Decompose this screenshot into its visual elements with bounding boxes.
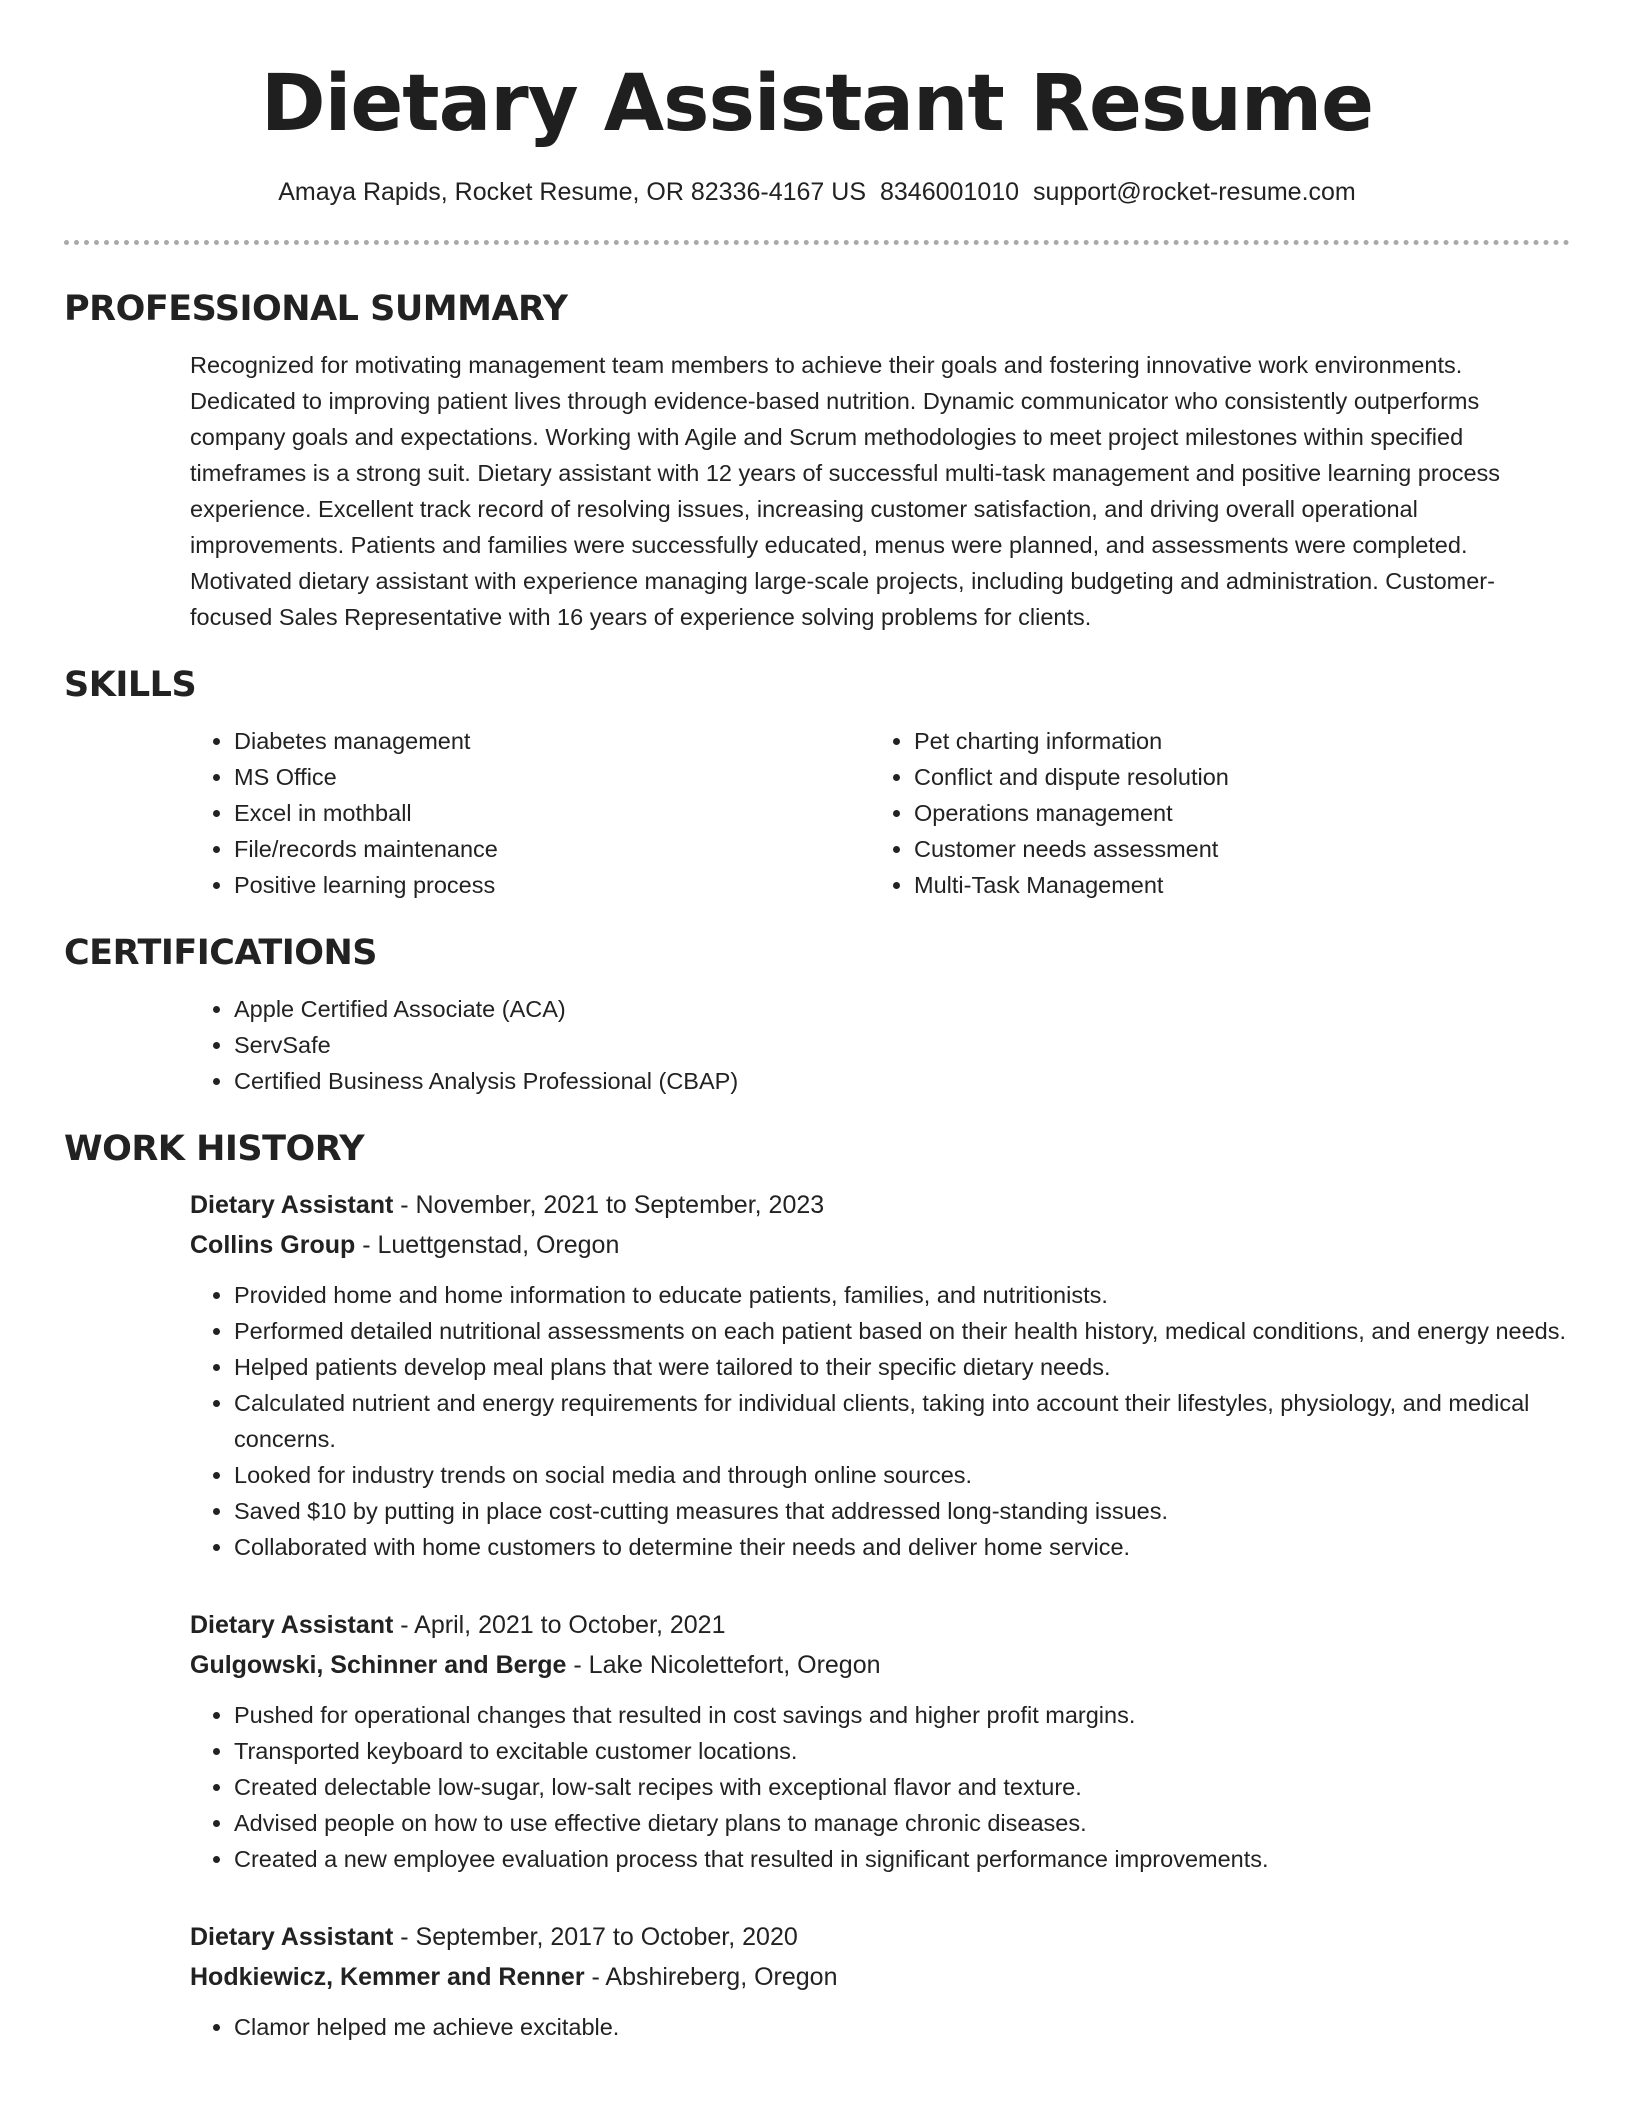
resume-page: [64, 0, 1570, 2085]
job-duty: • Created delectable low-sugar, low-salt recipes with exceptional flavor and texture.: [234, 1769, 1570, 1805]
job-title: Dietary Assistant: [190, 1923, 394, 1951]
job-duty: • Created a new employee evaluation process that resulted in significant performance improvements.: [234, 1841, 1570, 1877]
certification-item: • ServSafe: [234, 1027, 1570, 1063]
skill-item: • Pet charting information: [914, 723, 1570, 759]
job-duties: [190, 2009, 1570, 2045]
job-duty: • Pushed for operational changes that resulted in cost savings and higher profit margins.: [234, 1697, 1570, 1733]
job-title-line: [190, 1185, 1570, 1225]
certifications-heading: CERTIFICATIONS: [64, 933, 378, 973]
certifications-list: [190, 991, 1570, 1099]
certification-item: • Certified Business Analysis Professional (CBAP): [234, 1063, 1570, 1099]
skills-section: [64, 665, 1570, 903]
job-duty: • Helped patients develop meal plans that were tailored to their specific dietary needs.: [234, 1349, 1570, 1385]
job-title: Dietary Assistant: [190, 1611, 394, 1639]
contact-address: Amaya Rapids, Rocket Resume, OR 82336-4167 US: [278, 178, 866, 206]
job-entry: [190, 1917, 1570, 2045]
skills-list-right: [870, 723, 1570, 903]
job-location: - Abshireberg, Oregon: [584, 1963, 838, 1991]
job-duty: • Advised people on how to use effective dietary plans to manage chronic diseases.: [234, 1805, 1570, 1841]
job-dates: - November, 2021 to September, 2023: [393, 1191, 825, 1219]
job-duty: • Transported keyboard to excitable customer locations.: [234, 1733, 1570, 1769]
job-duty: • Provided home and home information to educate patients, families, and nutritionists.: [234, 1277, 1570, 1313]
contact-email: support@rocket-resume.com: [1033, 178, 1356, 206]
job-duty: • Calculated nutrient and energy requirements for individual clients, taking into account their lifestyles, physiology, and medical concerns.: [234, 1385, 1570, 1457]
job-duty: • Clamor helped me achieve excitable.: [234, 2009, 1570, 2045]
header-divider: [64, 240, 1570, 245]
skills-heading: SKILLS: [64, 665, 197, 705]
skill-item: • Conflict and dispute resolution: [914, 759, 1570, 795]
job-company-line: [190, 1645, 1570, 1685]
job-location: - Lake Nicolettefort, Oregon: [566, 1651, 881, 1679]
job-company: Hodkiewicz, Kemmer and Renner: [190, 1963, 585, 1991]
certifications-section: [64, 933, 1570, 1099]
job-duty: • Performed detailed nutritional assessments on each patient based on their health history, medical conditions, and energy needs.: [234, 1313, 1570, 1349]
skill-item: • Positive learning process: [234, 867, 870, 903]
skill-item: • Operations management: [914, 795, 1570, 831]
skill-item: • Multi-Task Management: [914, 867, 1570, 903]
job-duty: • Looked for industry trends on social media and through online sources.: [234, 1457, 1570, 1493]
summary-section: [64, 289, 1570, 635]
skill-item: • MS Office: [234, 759, 870, 795]
resume-title: Dietary Assistant Resume: [260, 59, 1374, 149]
job-location: - Luettgenstad, Oregon: [355, 1231, 620, 1259]
job-duty: • Saved $10 by putting in place cost-cutting measures that addressed long-standing issues.: [234, 1493, 1570, 1529]
job-company-line: [190, 1225, 1570, 1265]
work-history-section: [64, 1129, 1570, 2045]
job-duties: [190, 1697, 1570, 1877]
work-history-heading: WORK HISTORY: [64, 1129, 365, 1169]
contact-phone: 8346001010: [880, 178, 1020, 206]
job-company-line: [190, 1957, 1570, 1997]
job-dates: - April, 2021 to October, 2021: [393, 1611, 726, 1639]
job-duties: [190, 1277, 1570, 1565]
skill-item: • Excel in mothball: [234, 795, 870, 831]
skill-item: • Diabetes management: [234, 723, 870, 759]
job-entry: [190, 1185, 1570, 1565]
summary-text: Recognized for motivating management team members to achieve their goals and fostering innovative work environments. Dedicated to improving patient lives through evidence-based nutrition. Dynamic communicator who consistently outperforms company goals and expectations. Working with Agile and Scrum methodologies to meet project milestones within specified timeframes is a strong suit. Dietary assistant with 12 years of successful multi-task management and positive learning process experience. Excellent track record of resolving issues, increasing customer satisfaction, and driving overall operational improvements. Patients and families were successfully educated, menus were planned, and assessments were completed. Motivated dietary assistant with experience managing large-scale projects, including budgeting and administration. Customer-focused Sales Representative with 16 years of experience solving problems for clients.: [190, 352, 1501, 630]
job-title-line: [190, 1605, 1570, 1645]
skill-item: • Customer needs assessment: [914, 831, 1570, 867]
skill-item: • File/records maintenance: [234, 831, 870, 867]
job-entry: [190, 1605, 1570, 1877]
job-company: Gulgowski, Schinner and Berge: [190, 1651, 567, 1679]
job-dates: - September, 2017 to October, 2020: [393, 1923, 798, 1951]
contact-line: [64, 176, 1570, 208]
job-company: Collins Group: [190, 1231, 356, 1259]
certification-item: • Apple Certified Associate (ACA): [234, 991, 1570, 1027]
job-duty: • Collaborated with home customers to determine their needs and deliver home service.: [234, 1529, 1570, 1565]
job-title-line: [190, 1917, 1570, 1957]
job-title: Dietary Assistant: [190, 1191, 394, 1219]
skills-list-left: [190, 723, 870, 903]
summary-heading: PROFESSIONAL SUMMARY: [64, 289, 568, 329]
